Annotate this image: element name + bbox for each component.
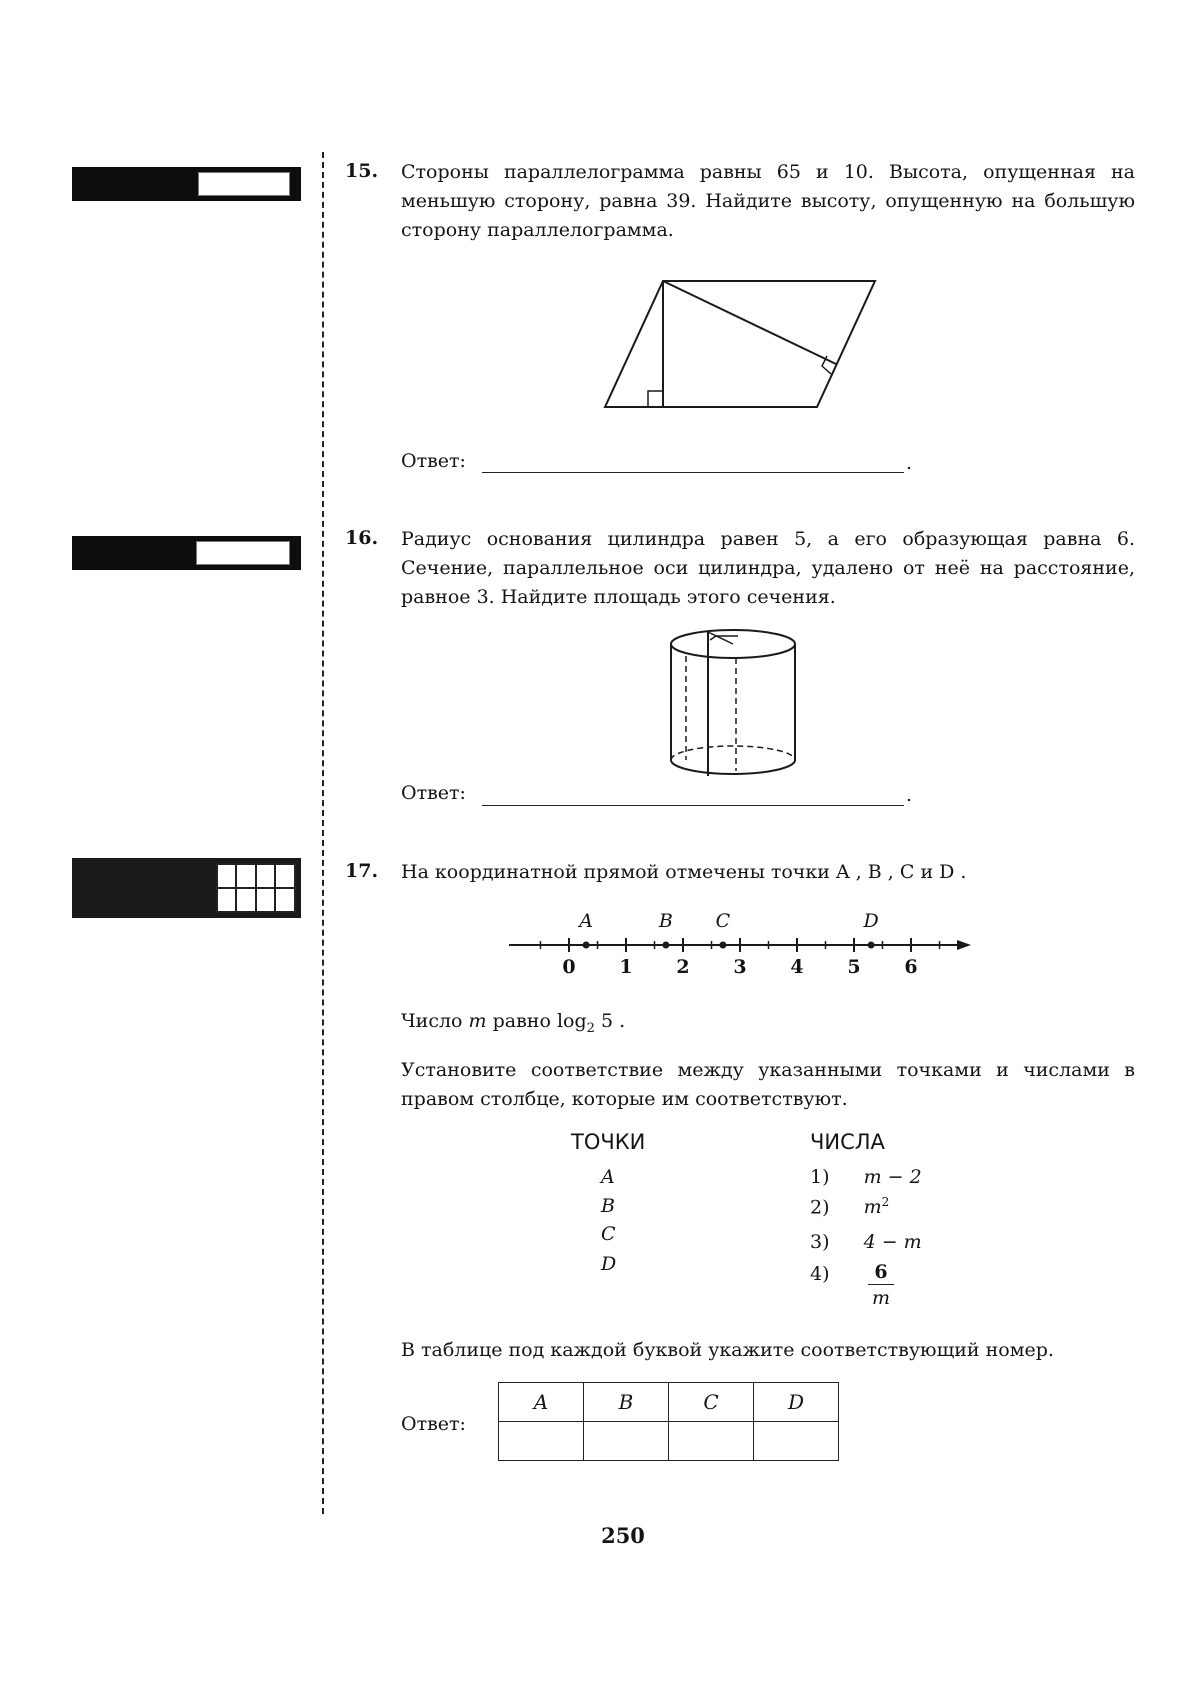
point-label-b: B (658, 910, 673, 932)
points-header: ТОЧКИ (571, 1130, 646, 1154)
number-item-2-num: 2) (810, 1196, 830, 1219)
answer-table-header-c: C (669, 1383, 754, 1422)
m-def-var: m (468, 1010, 487, 1032)
answer-table-header-a: A (499, 1383, 584, 1422)
point-marker-a (583, 942, 590, 949)
number-item-3-num: 3) (810, 1231, 830, 1253)
problem-16-text: Радиус основания цилиндра равен 5, а его образующая равна 6. Сечение, параллельное оси цилиндра, удалено от неё на расстояние, равное 3. Найдите площадь этого сечения. (401, 528, 1135, 608)
answer-cell-c[interactable] (669, 1422, 754, 1461)
number-item-1-expr: m − 2 (863, 1166, 922, 1188)
number-item-3 (810, 1231, 922, 1253)
point-marker-c (719, 942, 726, 949)
answer-mark-grid-17 (72, 858, 301, 918)
problem-15-answer-dot: . (906, 452, 913, 474)
point-label-a: A (579, 910, 593, 932)
point-item-a: A (601, 1166, 615, 1188)
m-def-log: log (556, 1010, 587, 1032)
answer-cell-b[interactable] (584, 1422, 669, 1461)
m-definition (401, 1010, 625, 1036)
answer-cell-d[interactable] (754, 1422, 839, 1461)
number-item-2-base: m (863, 1196, 882, 1219)
point-marker-b (662, 942, 669, 949)
problem-16-answer-dot: . (906, 784, 913, 806)
m-def-prefix: Число (401, 1010, 463, 1032)
problem-17-intro: На координатной прямой отмечены точки A , B , C и D . (401, 861, 967, 883)
axis-tick-label: 1 (619, 956, 633, 978)
number-item-3-expr: 4 − m (863, 1231, 922, 1253)
m-def-base: 2 (586, 1020, 595, 1036)
problem-17-number: 17. (345, 860, 379, 882)
problem-17-instruction: Установите соответствие между указанными точками и числами в правом столбце, которые им соответствуют. (401, 1059, 1135, 1110)
cylinder-figure (668, 628, 808, 780)
problem-15-answer-label: Ответ: (401, 450, 466, 472)
answer-table-header-b: B (584, 1383, 669, 1422)
point-label-d: D (863, 910, 879, 932)
answer-table (498, 1382, 839, 1461)
answer-table-header-d: D (754, 1383, 839, 1422)
m-def-mid: равно (492, 1010, 551, 1032)
number-item-2-sup: 2 (881, 1195, 890, 1209)
fraction (868, 1260, 894, 1311)
number-item-2 (810, 1195, 889, 1218)
number-item-4-num: 4) (810, 1263, 830, 1285)
fraction-numerator: 6 (868, 1260, 894, 1285)
page-number: 250 (601, 1523, 645, 1548)
problem-15-text: Стороны параллелограмма равны 65 и 10. Высота, опущенная на меньшую сторону, равна 39. Найдите высоту, опущенную на большую сторону параллелограмма. (401, 161, 1135, 241)
fraction-denominator: m (871, 1287, 891, 1309)
axis-tick-label: 5 (847, 956, 861, 978)
answer-mark-box-15 (72, 167, 301, 201)
axis-tick-label: 4 (790, 956, 804, 978)
answer-mark-box-16 (72, 536, 301, 570)
axis-tick-label: 3 (733, 956, 747, 978)
number-item-1 (810, 1166, 922, 1188)
answer-cell-a[interactable] (499, 1422, 584, 1461)
number-item-1-num: 1) (810, 1166, 830, 1188)
parallelogram-figure (595, 275, 885, 415)
problem-16-number: 16. (345, 527, 379, 549)
axis-tick-label: 0 (562, 956, 576, 978)
margin-divider (322, 152, 324, 1514)
point-item-c: C (601, 1223, 616, 1245)
point-item-d: D (601, 1253, 617, 1275)
point-marker-d (868, 942, 875, 949)
point-item-b: B (601, 1195, 615, 1217)
problem-15-number: 15. (345, 160, 379, 182)
axis-tick-label: 6 (904, 956, 918, 978)
point-label-c: C (715, 910, 731, 932)
problem-17-table-instruction: В таблице под каждой буквой укажите соответствующий номер. (401, 1339, 1054, 1361)
m-def-arg: 5 . (600, 1010, 626, 1032)
problem-15-answer-line[interactable] (482, 472, 904, 473)
axis-tick-label: 2 (676, 956, 690, 978)
problem-16-answer-label: Ответ: (401, 782, 466, 804)
problem-17-answer-label: Ответ: (401, 1413, 466, 1435)
number-item-4 (810, 1263, 830, 1285)
numbers-header: ЧИСЛА (810, 1130, 885, 1154)
problem-16-answer-line[interactable] (482, 805, 904, 806)
